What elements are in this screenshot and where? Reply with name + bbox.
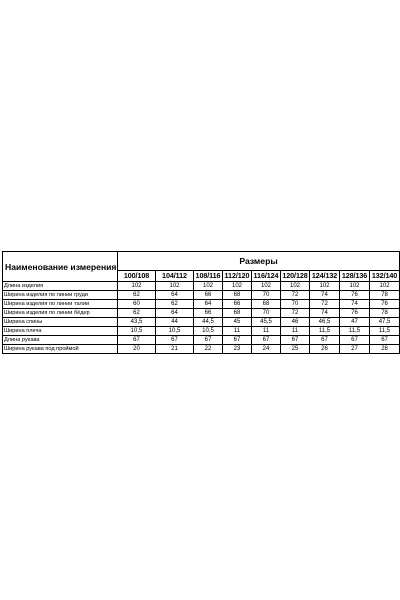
measurement-value: 20 bbox=[118, 345, 156, 354]
measurement-value: 67 bbox=[370, 336, 400, 345]
measurement-value: 74 bbox=[310, 309, 340, 318]
size-chart-body bbox=[3, 252, 400, 354]
size-header-cell: 132/140 bbox=[370, 271, 400, 282]
measurement-value: 74 bbox=[340, 300, 370, 309]
measurement-value: 102 bbox=[118, 282, 156, 291]
measurement-value: 67 bbox=[223, 336, 252, 345]
measurement-value: 46 bbox=[281, 318, 310, 327]
measurement-value: 102 bbox=[156, 282, 194, 291]
measurement-value: 68 bbox=[252, 300, 281, 309]
table-row bbox=[3, 318, 400, 327]
size-header-cell: 116/124 bbox=[252, 271, 281, 282]
measurement-value: 72 bbox=[310, 300, 340, 309]
measurement-value: 47 bbox=[340, 318, 370, 327]
measurement-value: 22 bbox=[194, 345, 223, 354]
measurement-value: 62 bbox=[156, 300, 194, 309]
measurement-label: Ширина спины bbox=[3, 318, 118, 327]
size-header-cell: 108/116 bbox=[194, 271, 223, 282]
measurement-value: 26 bbox=[310, 345, 340, 354]
measurement-value: 24 bbox=[252, 345, 281, 354]
measurement-name-header: Наименование измерения bbox=[3, 252, 118, 282]
table-row bbox=[3, 300, 400, 309]
measurement-value: 78 bbox=[370, 309, 400, 318]
measurement-value: 11,5 bbox=[310, 327, 340, 336]
measurement-value: 102 bbox=[194, 282, 223, 291]
table-row bbox=[3, 327, 400, 336]
measurement-value: 66 bbox=[223, 300, 252, 309]
measurement-value: 64 bbox=[156, 291, 194, 300]
measurement-value: 45 bbox=[223, 318, 252, 327]
measurement-value: 66 bbox=[194, 309, 223, 318]
measurement-value: 11 bbox=[223, 327, 252, 336]
measurement-value: 23 bbox=[223, 345, 252, 354]
measurement-value: 45,5 bbox=[252, 318, 281, 327]
measurement-value: 102 bbox=[252, 282, 281, 291]
measurement-value: 67 bbox=[310, 336, 340, 345]
measurement-value: 76 bbox=[340, 291, 370, 300]
measurement-value: 76 bbox=[370, 300, 400, 309]
measurement-value: 11 bbox=[281, 327, 310, 336]
measurement-value: 74 bbox=[310, 291, 340, 300]
measurement-value: 67 bbox=[281, 336, 310, 345]
measurement-value: 68 bbox=[223, 309, 252, 318]
measurement-value: 70 bbox=[281, 300, 310, 309]
measurement-value: 10,5 bbox=[156, 327, 194, 336]
measurement-value: 25 bbox=[281, 345, 310, 354]
measurement-label: Длина рукава bbox=[3, 336, 118, 345]
table-row bbox=[3, 291, 400, 300]
measurement-value: 28 bbox=[370, 345, 400, 354]
size-header-cell: 112/120 bbox=[223, 271, 252, 282]
measurement-value: 67 bbox=[340, 336, 370, 345]
measurement-value: 47,5 bbox=[370, 318, 400, 327]
size-header-cell: 124/132 bbox=[310, 271, 340, 282]
measurement-value: 60 bbox=[118, 300, 156, 309]
measurement-value: 44,5 bbox=[194, 318, 223, 327]
table-row bbox=[3, 345, 400, 354]
table-row bbox=[3, 336, 400, 345]
measurement-value: 102 bbox=[310, 282, 340, 291]
measurement-value: 66 bbox=[194, 291, 223, 300]
size-header-cell: 128/136 bbox=[340, 271, 370, 282]
measurement-value: 62 bbox=[118, 291, 156, 300]
size-chart-table bbox=[2, 251, 400, 354]
measurement-value: 68 bbox=[223, 291, 252, 300]
measurement-label: Длина изделия bbox=[3, 282, 118, 291]
measurement-value: 44 bbox=[156, 318, 194, 327]
measurement-value: 70 bbox=[252, 309, 281, 318]
measurement-value: 43,5 bbox=[118, 318, 156, 327]
measurement-value: 64 bbox=[156, 309, 194, 318]
sizes-header: Размеры bbox=[118, 252, 400, 271]
measurement-value: 102 bbox=[340, 282, 370, 291]
measurement-value: 64 bbox=[194, 300, 223, 309]
measurement-value: 27 bbox=[340, 345, 370, 354]
size-header-cell: 104/112 bbox=[156, 271, 194, 282]
measurement-value: 10,5 bbox=[118, 327, 156, 336]
header-row bbox=[3, 252, 400, 271]
measurement-value: 11 bbox=[252, 327, 281, 336]
measurement-value: 102 bbox=[370, 282, 400, 291]
size-header-cell: 100/108 bbox=[118, 271, 156, 282]
measurement-value: 102 bbox=[223, 282, 252, 291]
measurement-value: 72 bbox=[281, 309, 310, 318]
measurement-value: 62 bbox=[118, 309, 156, 318]
measurement-value: 10,5 bbox=[194, 327, 223, 336]
measurement-label: Ширина изделия по линии груди bbox=[3, 291, 118, 300]
measurement-value: 76 bbox=[340, 309, 370, 318]
measurement-value: 102 bbox=[281, 282, 310, 291]
measurement-value: 67 bbox=[118, 336, 156, 345]
measurement-label: Ширина плеча bbox=[3, 327, 118, 336]
measurement-label: Ширина изделия по линии талии bbox=[3, 300, 118, 309]
measurement-label: Ширина рукава под проймой bbox=[3, 345, 118, 354]
measurement-label: Ширина изделия по линии бёдер bbox=[3, 309, 118, 318]
size-header-cell: 120/128 bbox=[282, 271, 308, 280]
table-row bbox=[3, 309, 400, 318]
measurement-value: 78 bbox=[370, 291, 400, 300]
measurement-value: 67 bbox=[156, 336, 194, 345]
measurement-value: 21 bbox=[156, 345, 194, 354]
measurement-value: 67 bbox=[194, 336, 223, 345]
measurement-value: 72 bbox=[281, 291, 310, 300]
measurement-value: 11,5 bbox=[370, 327, 400, 336]
measurement-value: 11,5 bbox=[340, 327, 370, 336]
measurement-value: 70 bbox=[252, 291, 281, 300]
measurement-value: 46,5 bbox=[310, 318, 340, 327]
measurement-value: 67 bbox=[252, 336, 281, 345]
table-row bbox=[3, 282, 400, 291]
